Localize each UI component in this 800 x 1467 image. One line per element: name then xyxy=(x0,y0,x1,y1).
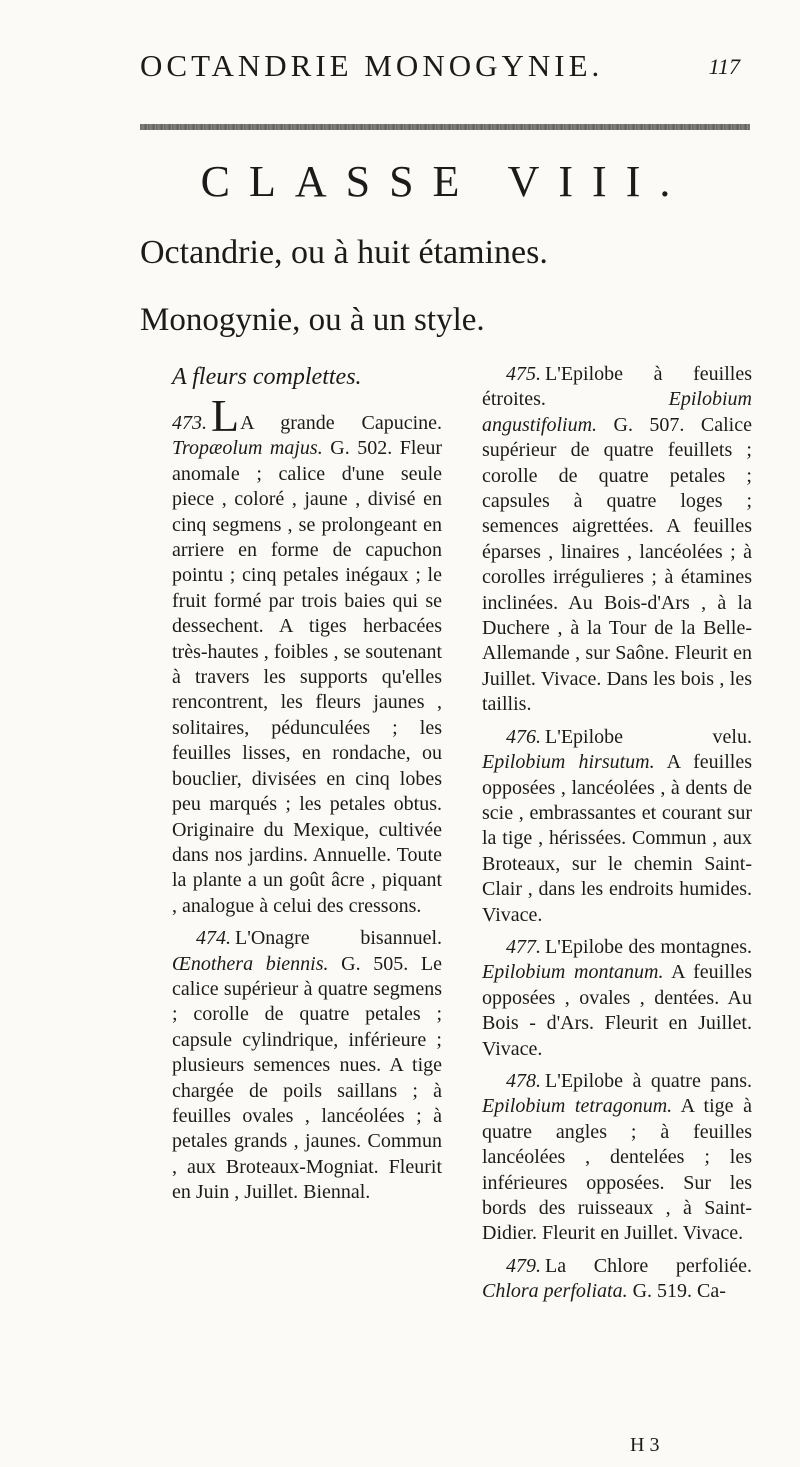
entry-477 xyxy=(482,935,752,1062)
page-number: 117 xyxy=(708,54,740,79)
entry-number: 479. xyxy=(506,1254,541,1277)
common-name: L'Epilobe des montagnes. xyxy=(545,935,752,958)
section-title: A fleurs complettes. xyxy=(172,364,362,390)
entry-473 xyxy=(172,390,442,919)
latin-name: Tropæolum majus. xyxy=(172,437,323,460)
running-title: OCTANDRIE MONOGYNIE. xyxy=(140,48,604,83)
entry-description: G. 505. Le calice supérieur à quatre segmens ; corolle de quatre petales ; capsule cylindrique, inférieure ; plusieurs semences nues. A tige chargée de poils saillans ; à feuilles ovales , lancéolées ; à petales grands , jaunes. Commun , aux Broteaux-Mogniat. Fleurit en Juin , Juillet. Biennal. xyxy=(172,952,442,1204)
latin-name: Epilobium hirsutum. xyxy=(482,751,655,774)
entry-474 xyxy=(172,926,442,1205)
right-column xyxy=(482,362,752,1312)
entry-description: G. 519. Ca- xyxy=(627,1280,726,1303)
common-name: L'Epilobe velu. xyxy=(545,725,752,748)
ornamental-rule xyxy=(140,124,750,130)
entry-description: A feuilles opposées , lancéolées , à dents de scie , embrassantes et courant sur la tige , hérissées. Commun , aux Broteaux, sur le chemin Saint-Clair , dans les endroits humides. Vivace. xyxy=(482,751,753,926)
latin-name: Œnothera biennis. xyxy=(172,952,329,975)
common-name: A grande Capucine. xyxy=(240,412,442,434)
drop-cap: L xyxy=(211,390,240,441)
order-heading-monogynie: Monogynie, ou à un style. xyxy=(140,302,485,338)
common-name: La Chlore perfoliée. xyxy=(545,1254,752,1277)
common-name: L'Epilobe à feuilles étroites. xyxy=(482,363,752,411)
entry-475 xyxy=(482,362,752,718)
entry-478 xyxy=(482,1069,752,1247)
entry-description: A feuilles opposées , ovales , dentées. Au Bois - d'Ars. Fleurit en Juillet. Vivace. xyxy=(482,961,752,1060)
class-heading: CLASSE VIII. xyxy=(200,157,690,206)
entry-number: 473. xyxy=(172,412,207,434)
latin-name: Epilobium angustifolium. xyxy=(482,388,752,436)
entry-number: 476. xyxy=(506,725,541,748)
entry-description: A tige à quatre angles ; à feuilles lancéolées , dentelées ; les inférieures opposées. Sur les bords des ruisseaux , à Saint-Didier. Fleurit en Juillet. Vivace. xyxy=(482,1095,753,1245)
entry-description: G. 507. Calice supérieur de quatre feuillets ; corolle de quatre petales ; capsules à quatre loges ; semences aigrettées. A feuilles éparses , linaires , lancéolées ; à corolles irrégulieres ; à étamines inclinées. Au Bois-d'Ars , à la Duchere , à la Tour de la Belle-Allemande , sur Saône. Fleurit en Juillet. Vivace. Dans les bois , les taillis. xyxy=(482,413,752,716)
entry-number: 475. xyxy=(506,363,541,385)
entry-476 xyxy=(482,725,752,928)
entry-description: G. 502. Fleur anomale ; calice d'une seule piece , coloré , jaune , divisé en cinq segmens , se prolongeant en arriere en forme de capuchon pointu ; cinq petales inégaux ; le fruit formé par trois baies qui se dessechent. A tiges herbacées très-hautes , foibles , se soutenant à travers les supports qu'elles rencontrent, les fleurs jaunes , solitaires, pédunculées ; les feuilles lisses, en rondache, ou bouclier, divisées en cinq lobes peu marqués ; les petales obtus. Originaire du Mexique, cultivée dans nos jardins. Annuelle. Toute la plante a un goût âcre , piquant , analogue à celui des cressons. xyxy=(172,437,442,917)
common-name: L'Onagre bisannuel. xyxy=(235,927,442,950)
running-head xyxy=(140,48,740,88)
entry-number: 474. xyxy=(196,927,231,950)
common-name: L'Epilobe à quatre pans. xyxy=(545,1069,752,1092)
entry-479 xyxy=(482,1254,752,1305)
latin-name: Epilobium tetragonum. xyxy=(482,1095,673,1118)
order-heading-octandrie: Octandrie, ou à huit étamines. xyxy=(140,234,548,271)
left-column xyxy=(172,362,442,1213)
latin-name: Chlora perfoliata. xyxy=(482,1280,628,1303)
signature-mark: H 3 xyxy=(630,1434,660,1456)
latin-name: Epilobium montanum. xyxy=(482,961,664,984)
entry-number: 477. xyxy=(506,935,541,958)
entry-number: 478. xyxy=(506,1069,541,1092)
